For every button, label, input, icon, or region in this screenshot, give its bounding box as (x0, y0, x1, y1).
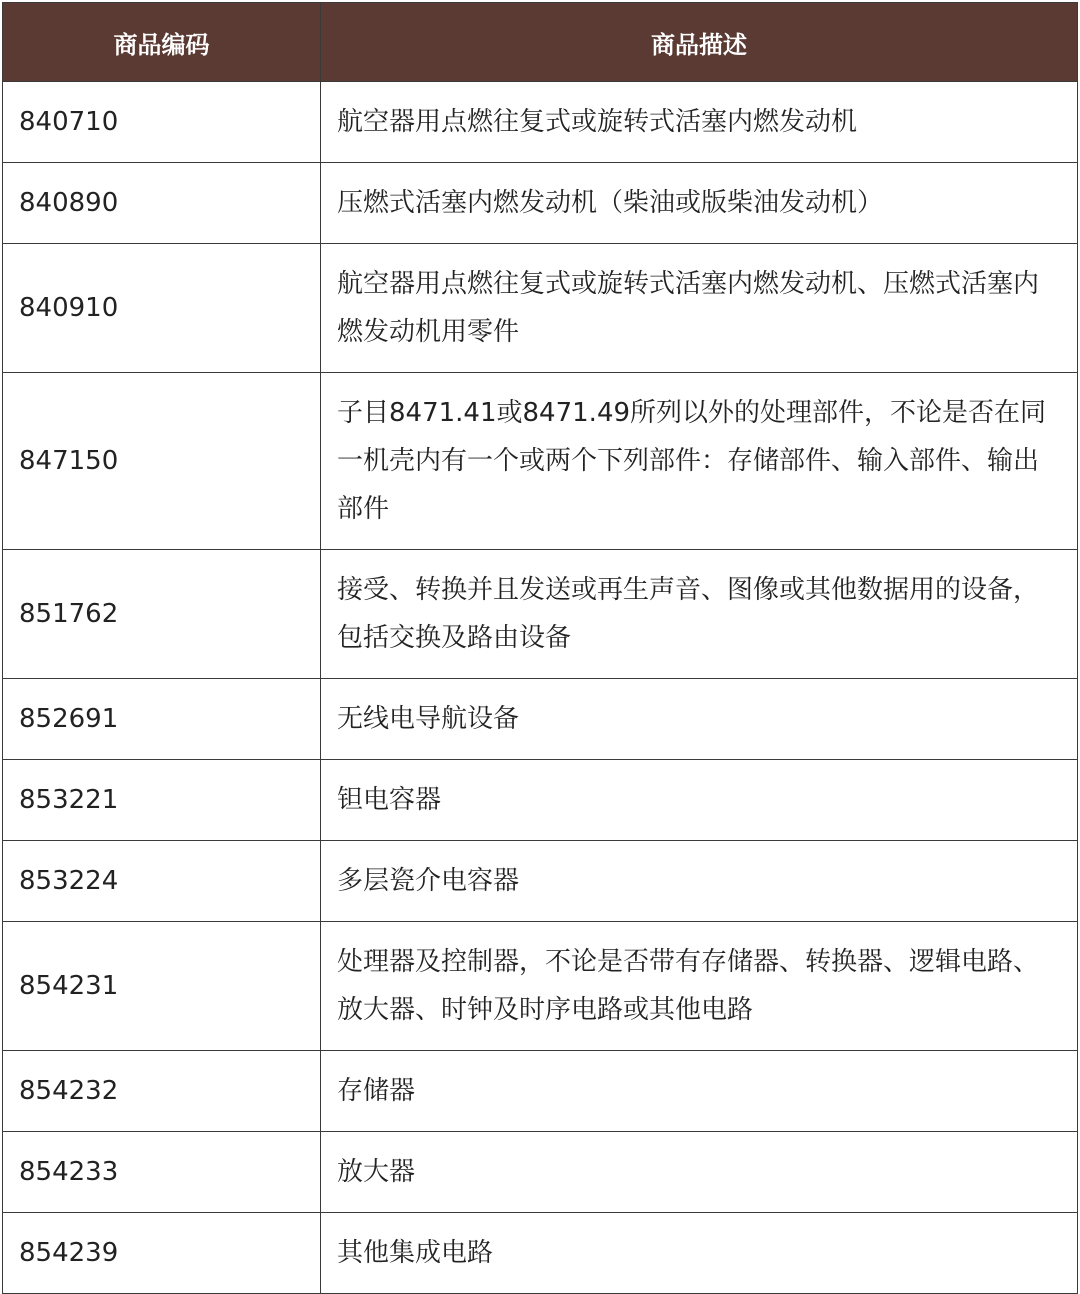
commodity-code-cell: 840710 (3, 82, 321, 163)
table-row (3, 1051, 1078, 1132)
table-row (3, 841, 1078, 922)
table-row (3, 1132, 1078, 1213)
table-row (3, 163, 1078, 244)
commodity-code-cell: 852691 (3, 679, 321, 760)
table-row (3, 922, 1078, 1051)
commodity-code-cell: 840890 (3, 163, 321, 244)
header-commodity-description: 商品描述 (321, 3, 1078, 82)
commodity-code-cell: 854239 (3, 1213, 321, 1294)
table-row (3, 244, 1078, 373)
table-row (3, 373, 1078, 550)
commodity-description-cell: 钽电容器 (321, 760, 1078, 841)
table-row (3, 760, 1078, 841)
table-row (3, 82, 1078, 163)
commodity-code-cell: 847150 (3, 373, 321, 550)
commodity-code-cell: 854231 (3, 922, 321, 1051)
commodity-code-cell: 854232 (3, 1051, 321, 1132)
commodity-description-cell: 放大器 (321, 1132, 1078, 1213)
commodity-description-cell: 多层瓷介电容器 (321, 841, 1078, 922)
commodity-description-cell: 其他集成电路 (321, 1213, 1078, 1294)
commodity-description-cell: 处理器及控制器，不论是否带有存储器、转换器、逻辑电路、放大器、时钟及时序电路或其他电路 (321, 922, 1078, 1051)
commodity-description-cell: 压燃式活塞内燃发动机（柴油或版柴油发动机） (321, 163, 1078, 244)
commodity-code-cell: 853224 (3, 841, 321, 922)
commodity-code-cell: 853221 (3, 760, 321, 841)
commodity-table (2, 2, 1078, 1294)
commodity-description-cell: 接受、转换并且发送或再生声音、图像或其他数据用的设备，包括交换及路由设备 (321, 550, 1078, 679)
commodity-description-cell: 航空器用点燃往复式或旋转式活塞内燃发动机、压燃式活塞内燃发动机用零件 (321, 244, 1078, 373)
commodity-code-cell: 840910 (3, 244, 321, 373)
header-commodity-code: 商品编码 (3, 3, 321, 82)
commodity-description-cell: 航空器用点燃往复式或旋转式活塞内燃发动机 (321, 82, 1078, 163)
table-body (3, 82, 1078, 1294)
commodity-code-cell: 851762 (3, 550, 321, 679)
table-row (3, 679, 1078, 760)
table-row (3, 1213, 1078, 1294)
commodity-description-cell: 子目8471.41或8471.49所列以外的处理部件，不论是否在同一机壳内有一个或两个下列部件：存储部件、输入部件、输出部件 (321, 373, 1078, 550)
table-header-row (3, 3, 1078, 82)
table-row (3, 550, 1078, 679)
commodity-description-cell: 存储器 (321, 1051, 1078, 1132)
commodity-code-cell: 854233 (3, 1132, 321, 1213)
commodity-description-cell: 无线电导航设备 (321, 679, 1078, 760)
